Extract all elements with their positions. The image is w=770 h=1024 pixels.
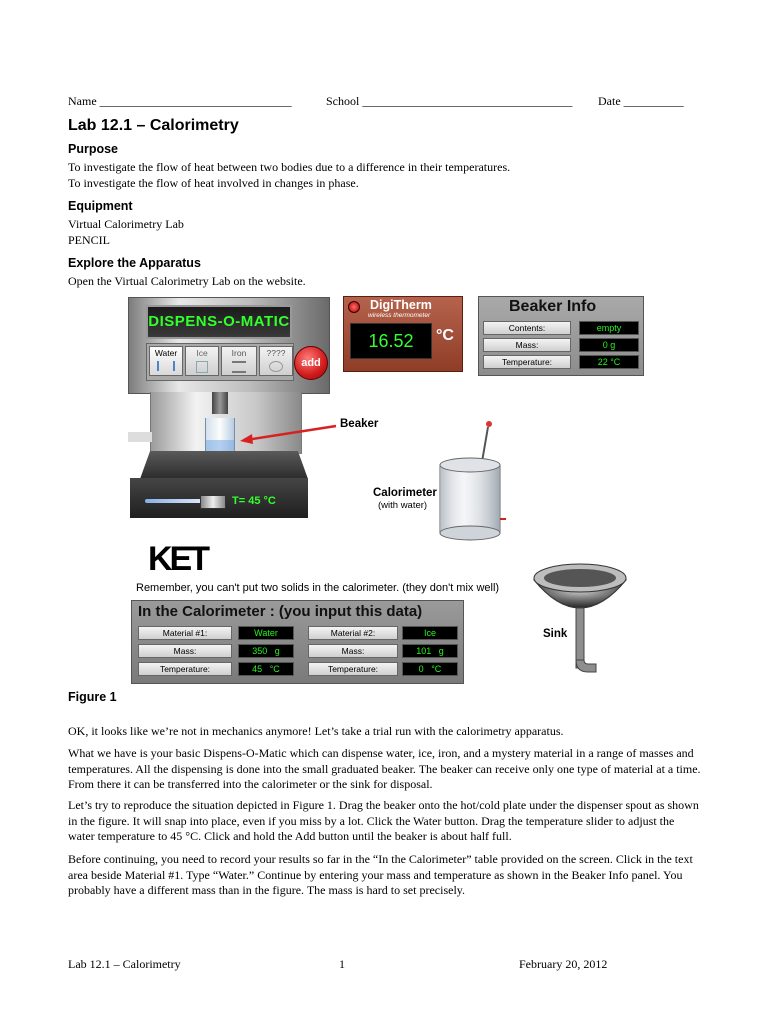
paragraph: What we have is your basic Dispens-O-Matic which can dispense water, ice, iron, and a mystery material in a range of masses and temperatures. All the dispensing is done into the small graduated beaker. The beaker can receive only one type of material at a time. From there it can be transferred into the calorimeter or the sink for disposal.: [68, 746, 701, 792]
beaker-info-panel: [478, 296, 644, 376]
paragraph: OK, it looks like we’re not in mechanics anymore! Let’s take a trial run with the calorimetry apparatus.: [68, 724, 564, 738]
calorimeter-sublabel: (with water): [378, 500, 428, 511]
thermometer-unit: °C: [436, 327, 454, 344]
beaker-info-value: empty: [579, 321, 639, 335]
purpose-line: To investigate the flow of heat between two bodies due to a difference in their temperatures.: [68, 160, 511, 174]
temperature1-value: 45: [252, 664, 263, 674]
mass2-input[interactable]: [402, 644, 458, 658]
page-number: 1: [339, 957, 345, 971]
digitherm-title: DigiTherm: [370, 298, 432, 312]
purpose-line: To investigate the flow of heat involved in changes in phase.: [68, 176, 359, 190]
water-icon: [157, 361, 175, 371]
sink-label: Sink: [543, 628, 568, 640]
water-button[interactable]: [149, 346, 183, 376]
temperature-slider-thumb[interactable]: [200, 495, 226, 509]
calorimeter-label: Calorimeter: [373, 487, 437, 499]
material2-label: Material #2:: [308, 626, 398, 640]
beaker-info-label: Mass:: [483, 338, 571, 352]
ice-icon: [196, 361, 208, 373]
equipment-heading: Equipment: [68, 199, 133, 213]
dispenser-base-top: [140, 451, 308, 479]
page-title: Lab 12.1 – Calorimetry: [68, 117, 239, 134]
mystery-button-label: ????: [266, 348, 286, 358]
paragraph: Before continuing, you need to record your results so far in the “In the Calorimeter” table provided on the screen. Click in the text area beside Material #1. Type “Water.” Continue by entering your mass and temperature as shown in the Beaker Info panel. You probably have a different mass than in the figure. The mass is hard to set precisely.: [68, 852, 693, 898]
beaker-arrow: [240, 418, 340, 448]
temperature2-unit: °C: [431, 664, 442, 674]
mystery-button[interactable]: [259, 346, 293, 376]
material1-input[interactable]: Water: [238, 626, 294, 640]
temperature2-input[interactable]: [402, 662, 458, 676]
date-label: Date: [598, 94, 621, 108]
thermometer-display: [350, 323, 432, 359]
water-button-label: Water: [154, 348, 178, 358]
name-blank: ________________________________: [99, 94, 292, 108]
mass1-value: 350: [252, 646, 268, 656]
material2-input[interactable]: Ice: [402, 626, 458, 640]
date-blank: __________: [623, 94, 684, 108]
temperature1-label: Temperature:: [138, 662, 232, 676]
calorimeter-input-panel: [131, 600, 464, 684]
dispenser-title: DISPENS-O-MATIC: [148, 313, 290, 330]
footer-left: Lab 12.1 – Calorimetry: [68, 957, 181, 971]
dispenser-ledge: [128, 432, 152, 442]
add-button[interactable]: [294, 346, 328, 380]
thermometer-value: 16.52: [368, 331, 414, 351]
dispenser-title-panel: [146, 305, 292, 339]
beaker-info-value: 22 °C: [579, 355, 639, 369]
explore-line: Open the Virtual Calorimetry Lab on the website.: [68, 274, 306, 288]
reminder-text: Remember, you can't put two solids in the calorimeter. (they don't mix well): [136, 582, 500, 594]
figure-caption: Figure 1: [68, 690, 117, 704]
material1-label: Material #1:: [138, 626, 232, 640]
beaker-info-label: Temperature:: [483, 355, 571, 369]
temperature2-value: 0: [418, 664, 424, 674]
iron-button-label: Iron: [231, 348, 247, 358]
temperature1-unit: °C: [269, 664, 280, 674]
beaker-info-value: 0 g: [579, 338, 639, 352]
mass1-input[interactable]: [238, 644, 294, 658]
explore-heading: Explore the Apparatus: [68, 256, 201, 270]
mass1-label: Mass:: [138, 644, 232, 658]
beaker-label: Beaker: [340, 418, 379, 430]
beaker-info-label: Contents:: [483, 321, 571, 335]
digitherm-power-icon[interactable]: [348, 301, 360, 313]
ice-button-label: Ice: [196, 348, 208, 358]
temperature2-label: Temperature:: [308, 662, 398, 676]
paragraph: Let’s try to reproduce the situation depicted in Figure 1. Drag the beaker onto the hot/cold plate under the dispenser spout as shown in the figure. It will snap into place, even if you miss by a lot. Click the Water button. Drag the temperature slider to adjust the water temperature to 45 °C. Click and hold the Add button until the beaker is about half full.: [68, 798, 699, 844]
mass1-unit: g: [274, 646, 280, 656]
iron-icon: [232, 361, 246, 373]
school-label: School: [326, 94, 360, 108]
equipment-line: Virtual Calorimetry Lab: [68, 217, 184, 231]
purpose-heading: Purpose: [68, 142, 119, 156]
ket-logo: KET: [148, 540, 207, 578]
name-label: Name: [68, 94, 97, 108]
ice-button[interactable]: [185, 346, 219, 376]
temperature1-input[interactable]: [238, 662, 294, 676]
mass2-label: Mass:: [308, 644, 398, 658]
beaker-info-title: Beaker Info: [509, 298, 597, 315]
digitherm-subtitle: wireless thermometer: [368, 312, 431, 319]
calorimeter-input-title: In the Calorimeter : (you input this data): [138, 603, 423, 620]
mystery-icon: [269, 361, 283, 372]
sink[interactable]: [530, 556, 630, 676]
spout: [212, 392, 228, 414]
add-button-label: add: [301, 357, 321, 369]
equipment-line: PENCIL: [68, 233, 110, 247]
school-blank: ___________________________________: [362, 94, 573, 108]
footer-date: February 20, 2012: [519, 957, 608, 971]
iron-button[interactable]: [221, 346, 257, 376]
temperature-readout: T= 45 °C: [232, 495, 276, 507]
mass2-unit: g: [438, 646, 444, 656]
digitherm-panel: [343, 296, 463, 372]
mass2-value: 101: [416, 646, 432, 656]
calorimeter[interactable]: [430, 415, 520, 545]
